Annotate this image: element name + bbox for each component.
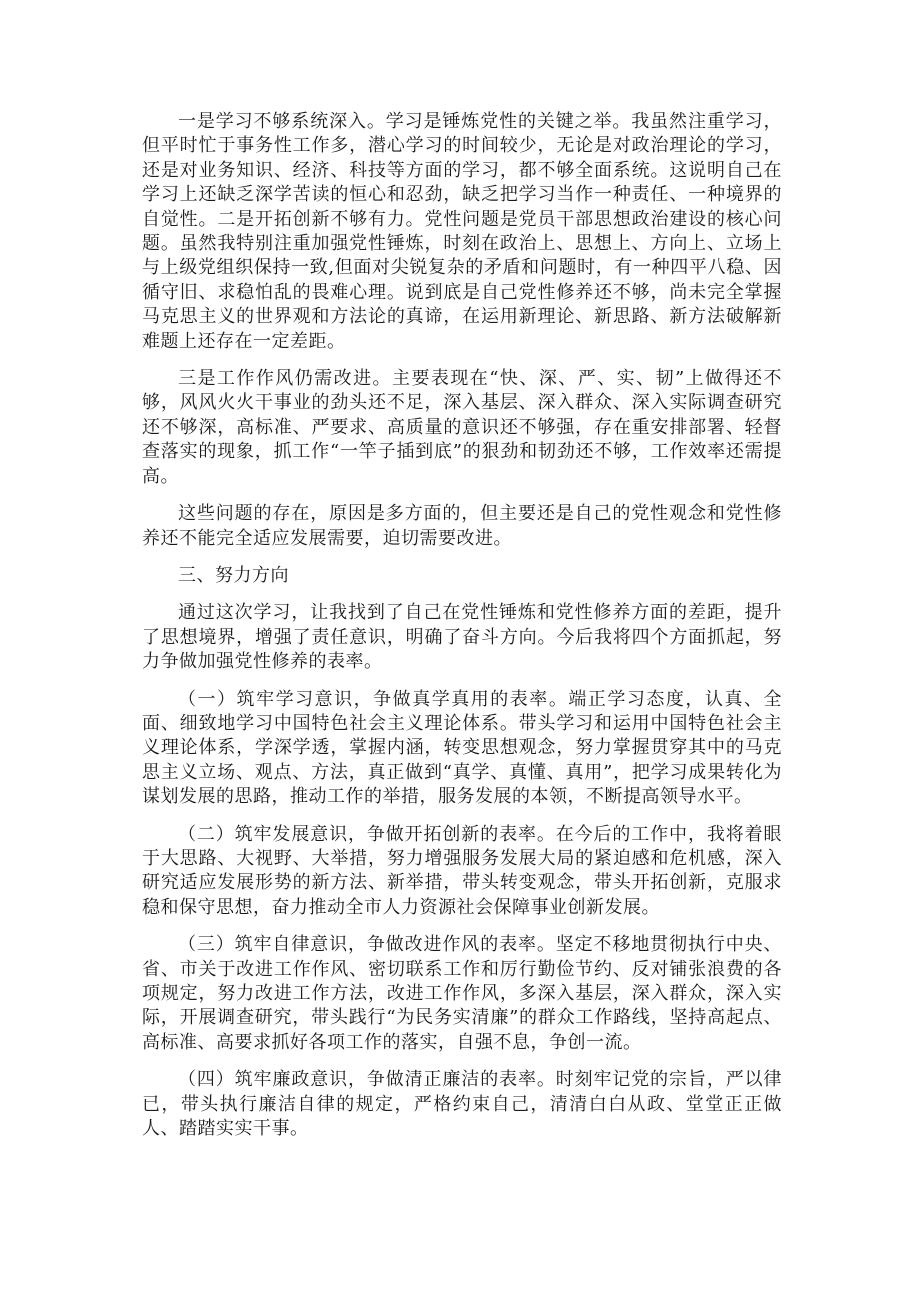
paragraph-study-and-innovation: 一是学习不够系统深入。学习是锤炼党性的关键之举。我虽然注重学习，但平时忙于事务性工作多，潜心学习的时间较少，无论是对政治理论的学习，还是对业务知识、经济、科技等方面的学习，都不够全面系统。这说明自己在学习上还缺乏深学苦读的恒心和忍劲，缺乏把学习当作一种责任、一种境界的自觉性。二是开拓创新不够有力。党性问题是党员干部思想政治建设的核心问题。虽然我特别注重加强党性锤炼，时刻在政治上、思想上、方向上、立场上与上级党组织保持一致,但面对尖锐复杂的矛盾和问题时，有一种四平八稳、因循守旧、求稳怕乱的畏难心理。说到底是自己党性修养还不够，尚未完全掌握马克思主义的世界观和方法论的真谛，在运用新理论、新思路、新方法破解新难题上还存在一定差距。	[142, 111, 782, 352]
paragraph-causes: 这些问题的存在，原因是多方面的，但主要还是自己的党性观念和党性修养还不能完全适应发展需要，迫切需要改进。	[142, 503, 782, 549]
paragraph-intro-direction: 通过这次学习，让我找到了自己在党性锤炼和党性修养方面的差距，提升了思想境界，增强了责任意识，明确了奋斗方向。今后我将四个方面抓起，努力争做加强党性修养的表率。	[142, 602, 782, 673]
section-heading-direction: 三、努力方向	[178, 564, 289, 586]
paragraph-item-2: （二）筑牢发展意识，争做开拓创新的表率。在今后的工作中，我将着眼于大思路、大视野、大举措，努力增强服务发展大局的紧迫感和危机感，深入研究适应发展形势的新方法、新举措，带头转变观念，带头开拓创新，克服求稳和保守思想，奋力推动全市人力资源社会保障事业创新发展。	[142, 823, 782, 918]
paragraph-item-4: （四）筑牢廉政意识，争做清正廉洁的表率。时刻牢记党的宗旨，严以律已，带头执行廉洁自律的规定，严格约束自己，清清白白从政、堂堂正正做人、踏踏实实干事。	[142, 1069, 782, 1140]
paragraph-item-1: （一）筑牢学习意识，争做真学真用的表率。端正学习态度，认真、全面、细致地学习中国特色社会主义理论体系。带头学习和运用中国特色社会主义理论体系，学深学透，掌握内涵，转变思想观念，努力掌握贯穿其中的马克思主义立场、观点、方法，真正做到“真学、真懂、真用”，把学习成果转化为谋划发展的思路，推动工作的举措，服务发展的本领，不断提高领导水平。	[142, 688, 782, 808]
paragraph-item-3: （三）筑牢自律意识，争做改进作风的表率。坚定不移地贯彻执行中央、省、市关于改进工作作风、密切联系工作和厉行勤俭节约、反对铺张浪费的各项规定，努力改进工作方法，改进工作作风，多深入基层，深入群众，深入实际，开展调查研究，带头践行“为民务实清廉”的群众工作路线，坚持高起点、高标准、高要求抓好各项工作的落实，自强不息，争创一流。	[142, 934, 782, 1053]
paragraph-work-style: 三是工作作风仍需改进。主要表现在“快、深、严、实、韧”上做得还不够，风风火火干事业的劲头还不足，深入基层、深入群众、深入实际调查研究还不够深，高标准、严要求、高质量的意识还不够强，存在重安排部署、轻督查落实的现象，抓工作“一竿子插到底”的狠劲和韧劲还不够，工作效率还需提高。	[142, 368, 782, 487]
document-body	[142, 110, 782, 1154]
